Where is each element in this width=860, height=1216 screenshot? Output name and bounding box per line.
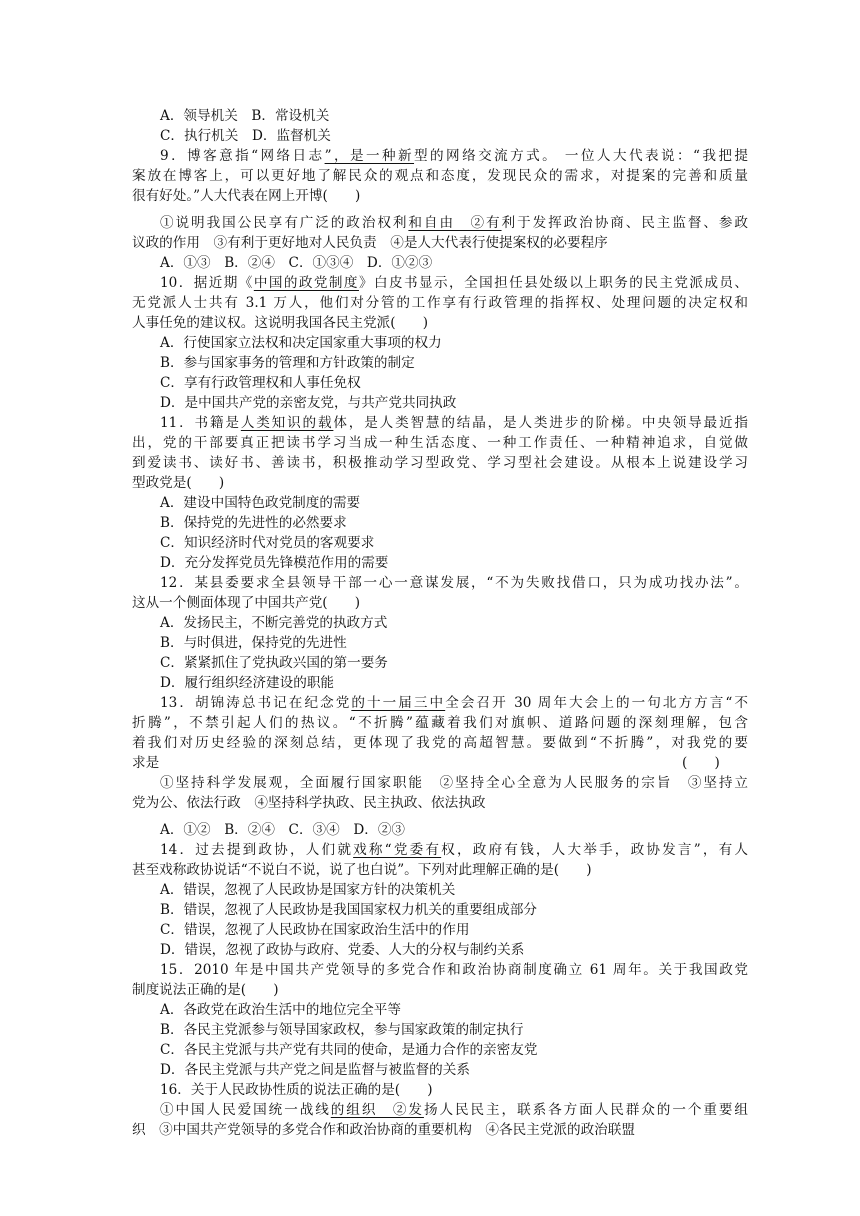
underlined-text: 人类知识的载 (240, 415, 334, 431)
underlined-text: 中国的政党制度 (253, 275, 359, 291)
text-segment: 型的网络交流方式。 一位人大代表说：“我把提 (414, 148, 749, 164)
text-line: D．各民主党派与共产党之间是监督与被监督的关系 (160, 1062, 470, 1078)
text-line: 人事任免的建议权。这说明我国各民主党派( ) (132, 315, 429, 331)
text-line: 到爱读书、读好书、善读书，积极推动学习型政党、学习型社会建设。从根本上说建设学习 (132, 455, 748, 471)
text-line: 求是 (132, 755, 160, 771)
text-line: A．①② B．②④ C．③④ D．②③ (160, 822, 406, 838)
text-segment: 权，政府有钱，人大举手，政协发言”，有人 (441, 842, 749, 858)
text-segment: 扬人民民主，联系各方面人民群众的一个重要组 (423, 1102, 749, 1118)
text-line: C．享有行政管理权和人事任免权 (160, 375, 361, 391)
text-line: A．各政党在政治生活中的地位完全平等 (160, 1002, 401, 1018)
text-segment: ①中国人民爱国统一战线 (160, 1102, 331, 1118)
text-line: 党为公、依法行政 ④坚持科学执政、民主执政、依法执政 (132, 795, 486, 811)
text-line: A．领导机关 B．常设机关 (160, 108, 330, 124)
text-line: 折腾”，不禁引起人们的热议。“不折腾”蕴藏着我们对旗帜、道路问题的深刻理解，包含 (132, 715, 748, 731)
text-line: 无党派人士共有 3.1 万人，他们对分管的工作享有行政管理的指挥权、处理问题的决定权和 (132, 295, 748, 311)
text-line: C．错误，忽视了人民政协在国家政治生活中的作用 (160, 922, 470, 938)
text-line: D．充分发挥党员先锋模范作用的需要 (160, 555, 389, 571)
text-segment: 10．据近期《 (160, 275, 254, 291)
text-line: 织 ③中国共产党领导的多党合作和政治协商的重要机构 ④各民主党派的政治联盟 (132, 1122, 635, 1138)
text-line: C．知识经济时代对党员的客观要求 (160, 535, 375, 551)
text-line: D．错误，忽视了政协与政府、党委、人大的分权与制约关系 (160, 942, 525, 958)
underlined-text: 戏称“党委有 (353, 842, 442, 858)
text-line: 制度说法正确的是( ) (132, 982, 279, 998)
text-segment: 11．书籍是 (160, 415, 241, 431)
text-line: 着我们对历史经验的深刻总结，更体现了我党的高超智慧。要做到“不折腾”，对我党的要 (132, 735, 748, 751)
text-segment: 体，是人类智慧的结晶，是人类进步的阶梯。中央领导最近指 (333, 415, 748, 431)
text-line: D．是中国共产党的亲密友党，与共产党共同执政 (160, 395, 457, 411)
text-line: 这从一个侧面体现了中国共产党( ) (132, 595, 361, 611)
text-line: B．错误，忽视了人民政协是我国国家权力机关的重要组成部分 (160, 902, 538, 918)
text-segment: 14．过去提到政协，人们就 (160, 842, 354, 858)
text-segment: 9．博客意指“网络日志 (160, 148, 325, 164)
text-line: 议政的作用 ③有利于更好地对人民负责 ④是人大代表行使提案权的必要程序 (132, 235, 608, 251)
text-line: C．执行机关 D．监督机关 (160, 128, 331, 144)
text-line: ( ) (682, 755, 720, 771)
text-line: D．履行组织经济建设的职能 (160, 675, 335, 691)
text-line: B．与时俱进，保持党的先进性 (160, 635, 347, 651)
underlined-text: 的组织 ②发 (330, 1102, 424, 1118)
text-line: 案放在博客上，可以更好地了解民众的观点和态度，发现民众的需求，对提案的完善和质量 (132, 168, 748, 184)
text-line: A．错误，忽视了人民政协是国家方针的决策机关 (160, 882, 456, 898)
text-line: 12．某县委要求全县领导干部一心一意谋发展，“不为失败找借口，只为成功找办法”。 (160, 575, 748, 591)
text-line: 出，党的干部要真正把读书学习当成一种生活态度、一种工作责任、一种精神追求，自觉做 (132, 435, 748, 451)
text-line: 甚至戏称政协说话“不说白不说，说了也白说”。下列对此理解正确的是( ) (132, 862, 592, 878)
text-segment: ①说明我国公民享有广泛的政治权利 (160, 215, 409, 231)
underlined-text: ”，是一种新 (324, 148, 415, 164)
text-line: B．保持党的先进性的必然要求 (160, 515, 347, 531)
text-line: A．发扬民主，不断完善党的执政方式 (160, 615, 388, 631)
text-line: 15．2010 年是中国共产党领导的多党合作和政治协商制度确立 61 周年。关于我国政党 (160, 962, 748, 978)
text-line: A．①③ B．②④ C．①③④ D．①②③ (160, 255, 433, 271)
text-line: B．参与国家事务的管理和方针政策的制定 (160, 355, 415, 371)
underlined-text: 的十一届三中 (351, 695, 446, 711)
text-line: 很有好处。”人大代表在网上开博( ) (132, 188, 361, 204)
text-line: A．建设中国特色政党制度的需要 (160, 495, 361, 511)
text-segment: 13．胡锦涛总书记在纪念党 (160, 695, 352, 711)
text-line: C．各民主党派与共产党有共同的使命，是通力合作的亲密友党 (160, 1042, 538, 1058)
text-segment: 》白皮书显示，全国担任县处级以上职务的民主党派成员、 (358, 275, 748, 291)
underlined-text: 和自由 ②有 (408, 215, 502, 231)
text-segment: 全会召开 30 周年大会上的一句北方方言“不 (445, 695, 749, 711)
text-line: B．各民主党派参与领导国家政权，参与国家政策的制定执行 (160, 1022, 524, 1038)
text-line: 16．关于人民政协性质的说法正确的是( ) (160, 1082, 433, 1098)
text-line: A．行使国家立法权和决定国家重大事项的权力 (160, 335, 442, 351)
text-segment: 利于发挥政治协商、民主监督、参政 (501, 215, 749, 231)
text-line: ①坚持科学发展观，全面履行国家职能 ②坚持全心全意为人民服务的宗旨 ③坚持立 (160, 775, 748, 791)
text-line: 型政党是( ) (132, 475, 225, 491)
text-line: C．紧紧抓住了党执政兴国的第一要务 (160, 655, 388, 671)
